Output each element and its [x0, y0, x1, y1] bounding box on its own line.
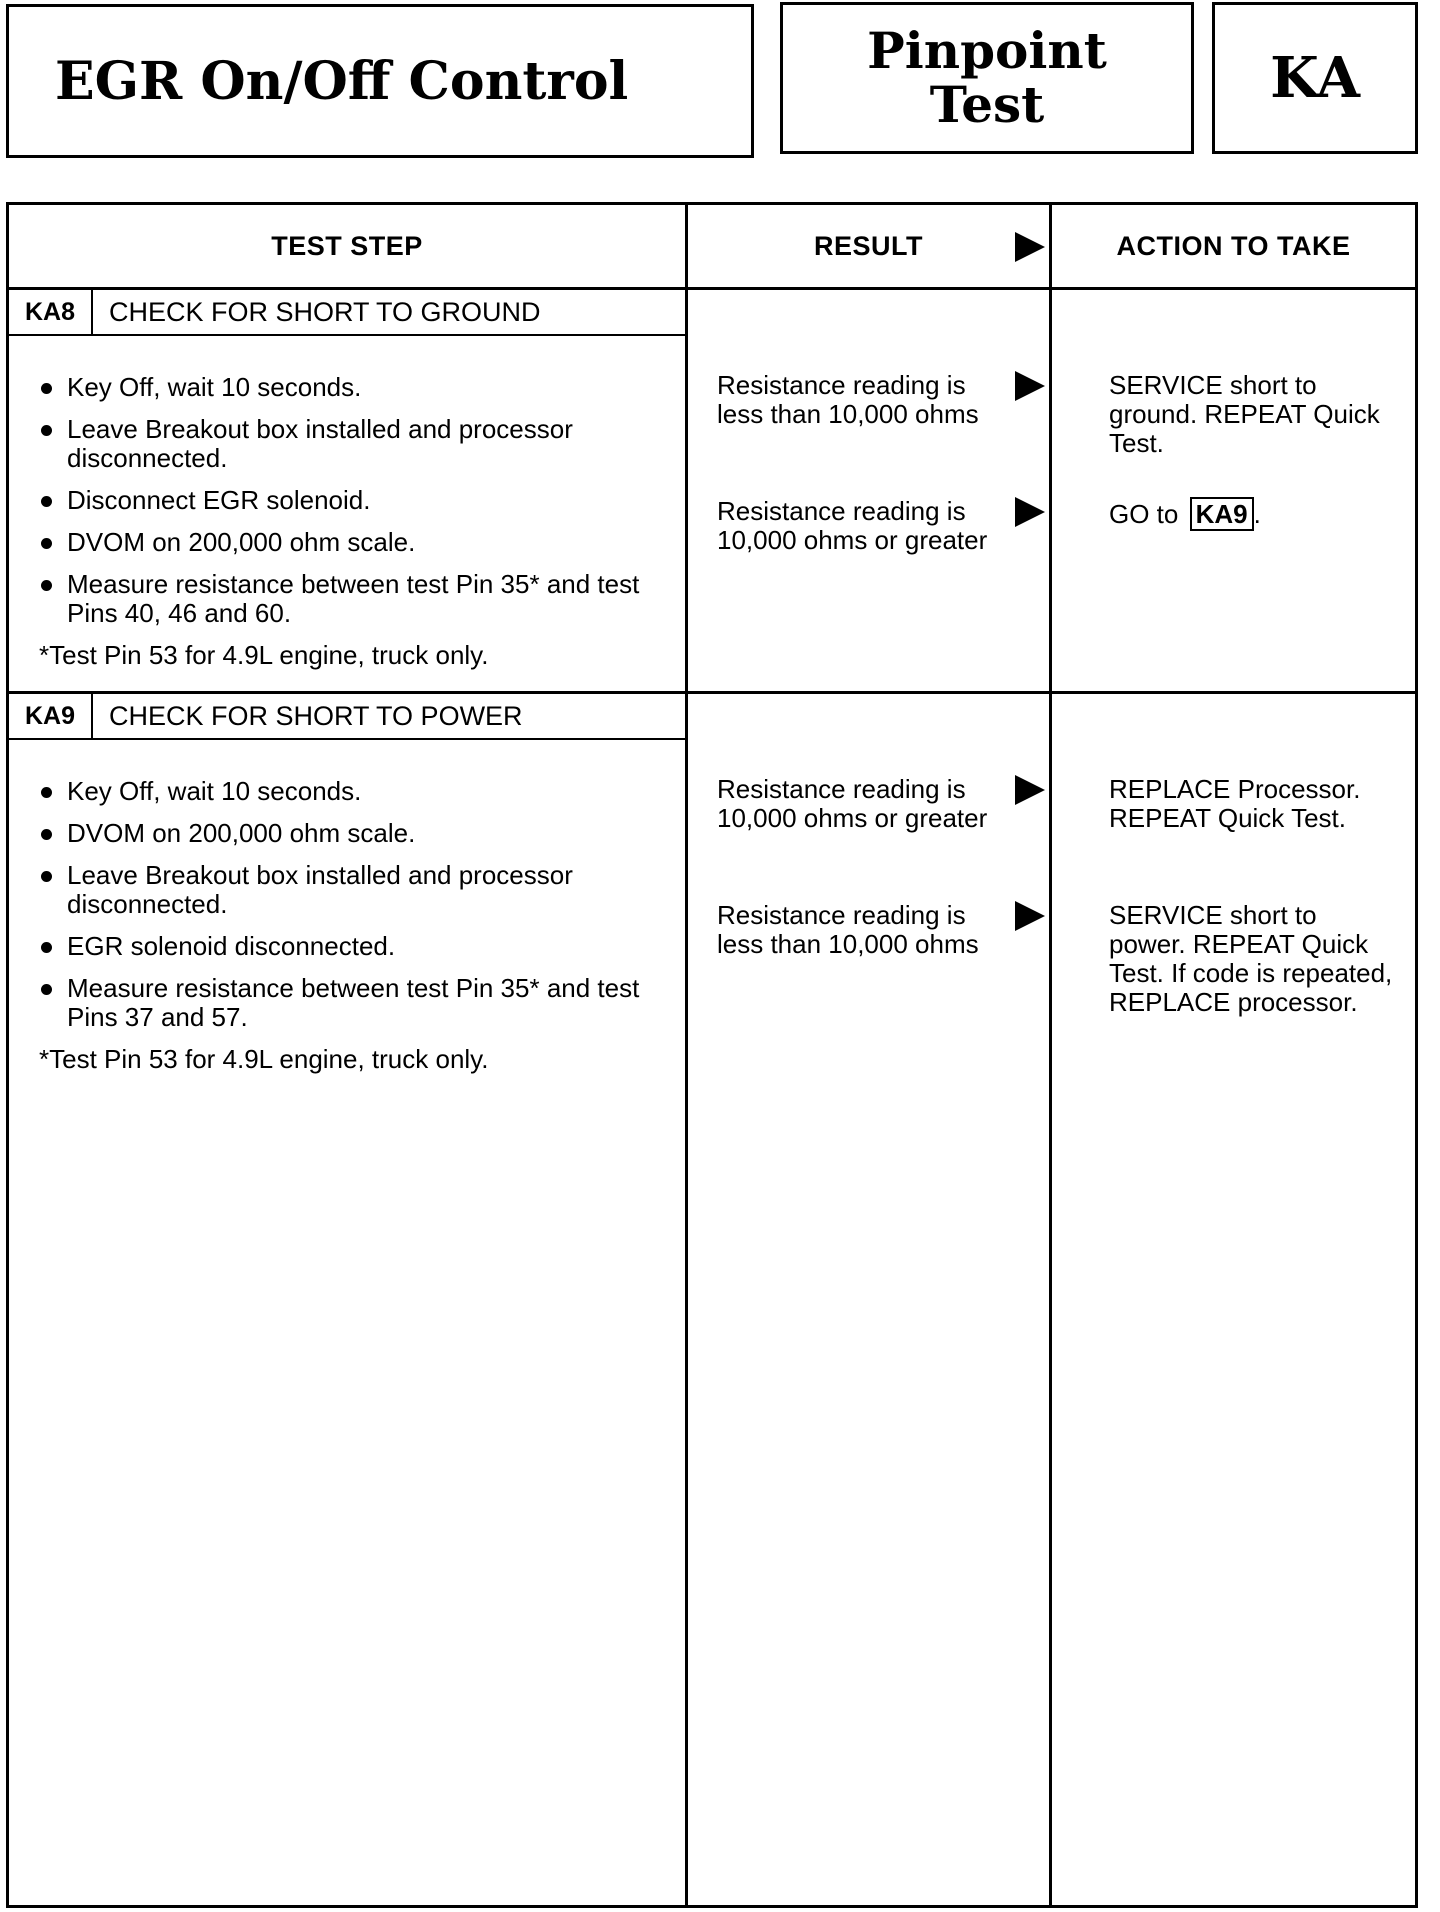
test-code-box	[1212, 2, 1418, 154]
list-item: Measure resistance between test Pin 35* and test Pins 40, 46 and 60.	[35, 570, 655, 628]
list-item: Key Off, wait 10 seconds.	[35, 777, 655, 806]
step-reference-link[interactable]: KA9	[1190, 497, 1254, 531]
header-action: ACTION TO TAKE	[1116, 230, 1351, 261]
result-arrow-icon	[1015, 371, 1045, 401]
action-suffix: .	[1253, 499, 1261, 529]
result-text: Resistance reading is less than 10,000 ohms	[717, 900, 979, 959]
step-note: *Test Pin 53 for 4.9L engine, truck only.	[39, 640, 489, 670]
step-id: KA8	[9, 290, 93, 334]
action-goto	[1109, 497, 1409, 531]
header-result: RESULT	[814, 230, 923, 261]
column-divider	[1049, 205, 1052, 1905]
pinpoint-label: Pinpoint	[867, 21, 1107, 80]
action-text: GO to	[1109, 499, 1179, 529]
step-title-rule	[9, 738, 685, 740]
step-title-rule	[9, 334, 685, 336]
pinpoint-table	[6, 202, 1418, 1908]
step-id: KA9	[9, 694, 93, 738]
result-arrow-icon	[1015, 497, 1045, 527]
result-arrow-icon	[1015, 775, 1045, 805]
list-item: EGR solenoid disconnected.	[35, 932, 655, 961]
step-note: *Test Pin 53 for 4.9L engine, truck only.	[39, 1044, 489, 1074]
result-text: Resistance reading is less than 10,000 ohms	[717, 370, 979, 429]
list-item: Disconnect EGR solenoid.	[35, 486, 655, 515]
step-bullet-list	[35, 373, 655, 641]
pinpoint-test-box	[780, 2, 1194, 154]
action-text: REPLACE Processor. REPEAT Quick Test.	[1109, 774, 1361, 833]
result-arrow-icon	[1015, 901, 1045, 931]
step-title: CHECK FOR SHORT TO POWER	[109, 700, 523, 731]
title-box	[6, 4, 754, 158]
list-item: Leave Breakout box installed and processor disconnected.	[35, 415, 655, 473]
list-item: DVOM on 200,000 ohm scale.	[35, 528, 655, 557]
step-bullet-list	[35, 777, 655, 1045]
header-arrow-icon	[1015, 232, 1045, 262]
step-title: CHECK FOR SHORT TO GROUND	[109, 296, 541, 327]
action-text: SERVICE short to power. REPEAT Quick Test. If code is repeated, REPLACE processor.	[1109, 900, 1393, 1017]
test-code: KA	[1270, 45, 1360, 111]
page-title: EGR On/Off Control	[55, 50, 629, 112]
result-text: Resistance reading is 10,000 ohms or greater	[717, 774, 988, 833]
list-item: DVOM on 200,000 ohm scale.	[35, 819, 655, 848]
header-test-step: TEST STEP	[271, 230, 423, 261]
list-item: Key Off, wait 10 seconds.	[35, 373, 655, 402]
action-text: SERVICE short to ground. REPEAT Quick Test.	[1109, 370, 1380, 458]
list-item: Leave Breakout box installed and processor disconnected.	[35, 861, 655, 919]
result-text: Resistance reading is 10,000 ohms or greater	[717, 496, 988, 555]
test-label: Test	[929, 75, 1045, 134]
list-item: Measure resistance between test Pin 35* and test Pins 37 and 57.	[35, 974, 655, 1032]
column-divider	[685, 205, 688, 1905]
